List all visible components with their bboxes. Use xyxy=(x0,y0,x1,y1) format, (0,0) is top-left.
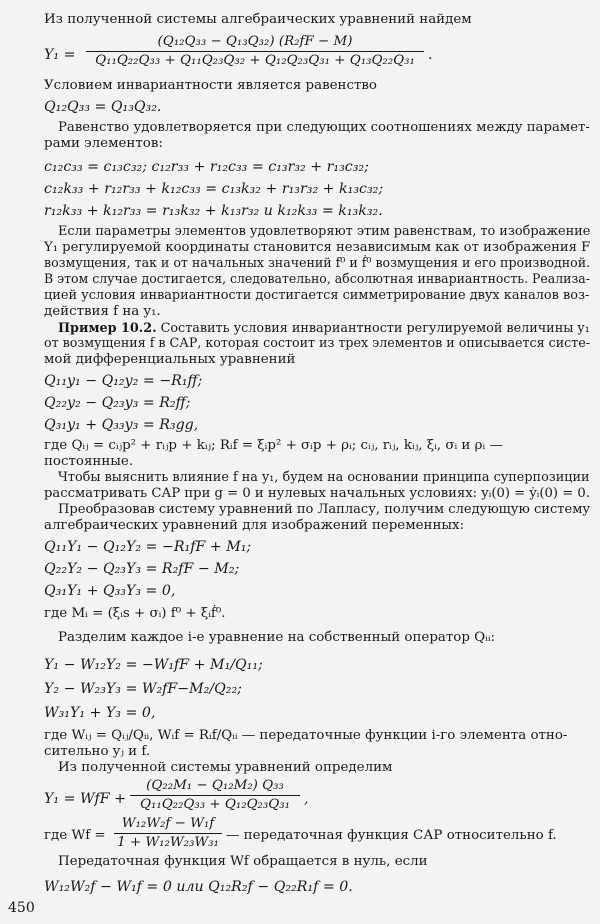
equation: W₁₂W₂f − W₁f = 0 или Q₁₂R₂f − Q₂₂R₁f = 0. xyxy=(44,879,353,895)
equation: Q₃₁Y₁ + Q₃₃Y₃ = 0, xyxy=(44,583,176,599)
equation-fraction xyxy=(86,34,424,69)
equation: Q₁₁y₁ − Q₁₂y₂ = −R₁ff; xyxy=(44,373,203,389)
fraction-denominator: Q₁₁Q₂₂Q₃₃ + Q₁₁Q₂₃Q₃₂ + Q₁₂Q₂₃Q₃₁ + Q₁₃Q₂₂Q₃₁ xyxy=(95,53,415,68)
text-line: Из полученной системы алгебраических уравнений найдем xyxy=(44,12,472,27)
text-line: — передаточная функция САР относительно f. xyxy=(226,828,557,843)
text-line: действия f на y₁. xyxy=(44,304,161,319)
text-line: Условием инвариантности является равенство xyxy=(44,78,377,93)
fraction-denominator: 1 + W₁₂W₂₃W₃₁ xyxy=(117,835,219,850)
equation: W₃₁Y₁ + Y₃ = 0, xyxy=(44,705,156,721)
equation: c₁₂k₃₃ + r₁₂r₃₃ + k₁₂c₃₃ = c₁₃k₃₂ + r₁₃r₃₂ + k₁₃c₃₂; xyxy=(44,181,384,197)
fraction-numerator: (Q₂₂M₁ − Q₁₂M₂) Q₃₃ xyxy=(146,778,284,793)
equation-end: . xyxy=(428,47,433,63)
text-line: мой дифференциальных уравнений xyxy=(44,352,296,367)
equation-fraction xyxy=(130,778,300,813)
fraction-numerator: W₁₂W₂f − W₁f xyxy=(121,816,215,831)
equation: Q₂₂y₂ − Q₂₃y₃ = R₂ff; xyxy=(44,395,191,411)
text-line: где Mᵢ = (ξᵢs + σᵢ) f⁰ + ξᵢḟ⁰. xyxy=(44,606,226,621)
text-line: В этом случае достигается, следовательно, абсолютная инвариантность. Реализа- xyxy=(44,272,590,287)
equation: Q₂₂Y₂ − Q₂₃Y₃ = R₂fF − M₂; xyxy=(44,561,240,577)
example-text: Составить условия инвариантности регулируемой величины y₁ xyxy=(156,321,590,336)
text-line: сительно yⱼ и f. xyxy=(44,744,151,759)
text-line: Передаточная функция Wf обращается в нуль, если xyxy=(58,854,428,869)
text-line: постоянные. xyxy=(44,454,134,469)
equation-fraction xyxy=(114,816,222,851)
fraction-bar xyxy=(114,833,222,834)
text-line: где Wf = xyxy=(44,828,106,843)
text-line: возмущения, так и от начальных значений f⁰ и ḟ⁰ возмущения и его производной. xyxy=(44,256,591,271)
text-line: алгебраических уравнений для изображений переменных: xyxy=(44,518,465,533)
equation: r₁₂k₃₃ + k₁₂r₃₃ = r₁₃k₃₂ + k₁₃r₃₂ и k₁₂k₃₃ = k₁₃k₃₂. xyxy=(44,203,383,219)
equation-end: , xyxy=(304,791,309,807)
text-line: Если параметры элементов удовлетворяют этим равенствам, то изображение xyxy=(58,224,591,239)
equation: c₁₂c₃₃ = c₁₃c₃₂; c₁₂r₃₃ + r₁₂c₃₃ = c₁₃r₃₂ + r₁₃c₃₂; xyxy=(44,159,369,175)
text-line: Преобразовав систему уравнений по Лапласу, получим следующую систему xyxy=(58,502,591,517)
text-line: Чтобы выяснить влияние f на y₁, будем на основании принципа суперпозиции xyxy=(58,470,590,485)
equation: Q₁₁Y₁ − Q₁₂Y₂ = −R₁fF + M₁; xyxy=(44,539,252,555)
equation: Q₁₂Q₃₃ = Q₁₃Q₃₂. xyxy=(44,99,162,115)
text-line xyxy=(58,320,590,337)
fraction-numerator: (Q₁₂Q₃₃ − Q₁₃Q₃₂) (R₂fF − M) xyxy=(157,34,353,49)
text-line: где Wᵢⱼ = Qᵢⱼ/Qᵢᵢ, Wᵢf = Rᵢf/Qᵢᵢ — передаточные функции i-го элемента отно- xyxy=(44,728,568,743)
text-line: цией условия инвариантности достигается симметрирование двух каналов воз- xyxy=(44,288,590,303)
example-heading: Пример 10.2. xyxy=(58,320,157,336)
fraction-denominator: Q₁₁Q₂₂Q₃₃ + Q₁₂Q₂₃Q₃₁ xyxy=(139,797,291,812)
text-line: Y₁ регулируемой координаты становится независимым как от изображения F xyxy=(44,240,591,255)
fraction-bar xyxy=(130,795,300,796)
text-line: рами элементов: xyxy=(44,136,163,151)
text-line: Из полученной системы уравнений определим xyxy=(58,760,393,775)
equation: Q₃₁y₁ + Q₃₃y₃ = R₃gg, xyxy=(44,417,199,433)
text-line: Равенство удовлетворяется при следующих соотношениях между парамет- xyxy=(58,120,590,135)
equation: Y₂ − W₂₃Y₃ = W₂fF−M₂/Q₂₂; xyxy=(44,681,242,697)
text-line: Разделим каждое i-е уравнение на собственный оператор Qᵢᵢ: xyxy=(58,630,496,645)
text-line: где Qᵢⱼ = cᵢⱼp² + rᵢⱼp + kᵢⱼ; Rᵢf = ξᵢp² + σᵢp + ρᵢ; cᵢⱼ, rᵢⱼ, kᵢⱼ, ξᵢ, σᵢ и ρᵢ — xyxy=(44,438,503,453)
text-line: рассматривать САР при g = 0 и нулевых начальных условиях: yᵢ(0) = ẏᵢ(0) = 0. xyxy=(44,486,590,501)
text-line: от возмущения f в САР, которая состоит из трех элементов и описывается систе- xyxy=(44,336,591,351)
fraction-bar xyxy=(86,51,424,52)
equation: Y₁ − W₁₂Y₂ = −W₁fF + M₁/Q₁₁; xyxy=(44,657,263,673)
page-number: 450 xyxy=(8,900,35,916)
equation: Y₁ = xyxy=(44,47,76,63)
equation: Y₁ = WfF + xyxy=(44,791,127,807)
